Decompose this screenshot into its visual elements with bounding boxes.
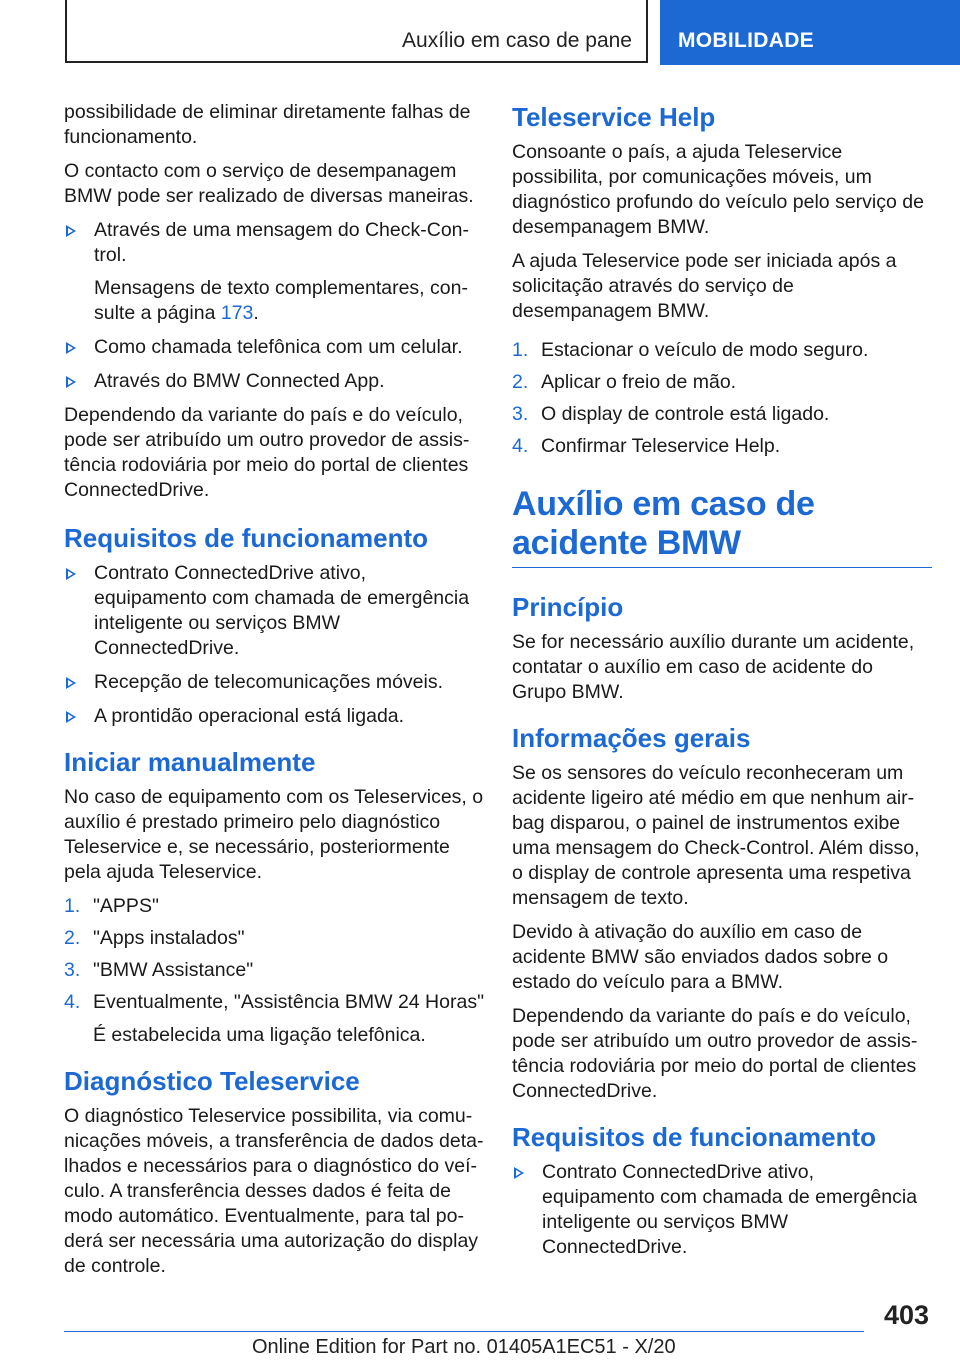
accident-assistance-heading: Auxílio em caso de acidente BMW <box>512 485 815 562</box>
list-item-text: "BMW Assistance" <box>93 959 254 981</box>
step-number: 3. <box>64 959 81 981</box>
list-item <box>512 1160 932 1260</box>
heading-divider <box>512 567 932 568</box>
list-item <box>64 369 484 394</box>
triangle-bullet-icon <box>66 677 76 689</box>
list-item-text: "APPS" <box>93 895 159 917</box>
list-item-text: Através do BMW Connected App. <box>94 370 385 392</box>
triangle-bullet-icon <box>66 568 76 580</box>
step-number: 1. <box>64 895 81 917</box>
manual-start-paragraph: No caso de equipamento com os Teleservices, o auxílio é prestado primeiro pelo diagnóstico Teleservice e, se necessário, posteriormente pela ajuda Teleservice. <box>64 786 484 883</box>
list-item-text: Confirmar Teleservice Help. <box>541 435 781 457</box>
general-info-paragraph-2: Devido à ativação do auxílio em caso de acidente BMW são enviados dados sobre o estado do veículo para a BMW. <box>512 921 889 993</box>
step-number: 4. <box>512 435 529 457</box>
list-item <box>512 434 932 459</box>
provider-paragraph: Dependendo da variante do país e do veículo, pode ser atribuído um outro provedor de assistência rodoviária por meio do portal de clientes ConnectedDrive. <box>64 404 470 501</box>
list-item-subtext: É estabelecida uma ligação telefônica. <box>93 1024 426 1046</box>
general-info-paragraph-3: Dependendo da variante do país e do veículo, pode ser atribuído um outro provedor de assistência rodoviária por meio do portal de clientes ConnectedDrive. <box>512 1005 918 1102</box>
step-number: 4. <box>64 991 81 1013</box>
header-section-box <box>65 0 648 63</box>
requirements-list <box>64 561 484 729</box>
list-item <box>64 561 484 661</box>
general-info-heading: Informações gerais <box>512 723 751 753</box>
list-item <box>64 218 484 326</box>
list-item <box>512 370 932 395</box>
triangle-bullet-icon <box>514 1167 524 1179</box>
header-chapter-tab <box>660 0 960 65</box>
list-item <box>64 926 484 951</box>
list-item <box>64 335 484 360</box>
list-item <box>512 402 932 427</box>
list-item-text: O display de controle está ligado. <box>541 403 830 425</box>
list-item <box>64 958 484 983</box>
step-number: 2. <box>512 371 529 393</box>
intro-paragraph-1: possibilidade de eliminar diretamente falhas de funcionamento. <box>64 101 471 148</box>
manual-start-heading: Iniciar manualmente <box>64 747 316 777</box>
list-item-text: Contrato ConnectedDrive ativo, equipamento com chamada de emergência inteligente ou serviços BMW ConnectedDrive. <box>94 562 470 659</box>
requirements-heading-2: Requisitos de funcionamento <box>512 1122 877 1152</box>
list-item <box>64 894 484 919</box>
intro-paragraph-2: O contacto com o serviço de desempanagem BMW pode ser realizado de diversas maneiras. <box>64 160 474 207</box>
triangle-bullet-icon <box>66 711 76 723</box>
list-item-text: Contrato ConnectedDrive ativo, equipamento com chamada de emergência inteligente ou serviços BMW ConnectedDrive. <box>542 1161 918 1258</box>
page-number: 403 <box>884 1300 930 1330</box>
triangle-bullet-icon <box>66 376 76 388</box>
list-item-text: A prontidão operacional está ligada. <box>94 705 405 727</box>
page-reference-link[interactable]: 173 <box>220 302 254 324</box>
diagnosis-paragraph: O diagnóstico Teleservice possibilita, via comunicações móveis, a transferência de dados detalhados e necessários para o diagnóstico do veículo. A transferência desses dados é feita de modo automático. Eventualmente, para tal poderá ser necessária uma autorização do display de controle. <box>64 1105 484 1277</box>
list-item-text: Estacionar o veículo de modo seguro. <box>541 339 869 361</box>
diagnosis-heading: Diagnóstico Teleservice <box>64 1066 360 1096</box>
list-item-text: "Apps instalados" <box>93 927 245 949</box>
footer-divider <box>64 1331 864 1332</box>
teleservice-help-heading: Teleservice Help <box>512 102 716 132</box>
list-item-text: Através de uma mensagem do Check-Control. <box>94 219 470 266</box>
list-item <box>64 704 484 729</box>
general-info-paragraph-1: Se os sensores do veículo reconheceram um acidente ligeiro até médio em que nenhum airbag disparou, o painel de instrumentos exibe uma mensagem do Check-Control. Além disso, o display de controle apresenta uma respetiva mensagem de texto. <box>512 762 920 909</box>
header-section-title: Auxílio em caso de pane <box>402 29 632 52</box>
subtext-suffix: . <box>253 302 259 324</box>
list-item <box>64 990 484 1048</box>
principle-heading: Princípio <box>512 592 624 622</box>
contact-methods-list <box>64 218 484 394</box>
teleservice-help-steps <box>512 338 932 459</box>
list-item <box>512 338 932 363</box>
list-item-text: Recepção de telecomunicações móveis. <box>94 671 444 693</box>
left-column <box>64 100 484 1288</box>
list-item-text: Eventualmente, "Assistência BMW 24 Horas" <box>93 991 484 1013</box>
teleservice-help-paragraph-2: A ajuda Teleservice pode ser iniciada após a solicitação através do serviço de desempanagem BMW. <box>512 250 897 322</box>
requirements-heading: Requisitos de funcionamento <box>64 523 429 553</box>
list-item-text: Como chamada telefônica com um celular. <box>94 336 463 358</box>
list-item-subtext <box>94 276 484 326</box>
manual-steps-list <box>64 894 484 1048</box>
step-number: 3. <box>512 403 529 425</box>
triangle-bullet-icon <box>66 342 76 354</box>
footer-edition-text: Online Edition for Part no. 01405A1EC51 - X/20 <box>252 1336 676 1358</box>
principle-paragraph: Se for necessário auxílio durante um acidente, contatar o auxílio em caso de acidente do Grupo BMW. <box>512 631 915 703</box>
list-item <box>64 670 484 695</box>
right-column <box>512 100 932 1269</box>
subtext-prefix: Mensagens de texto complementares, consulte a página <box>94 277 468 324</box>
step-number: 2. <box>64 927 81 949</box>
step-number: 1. <box>512 339 529 361</box>
teleservice-help-paragraph-1: Consoante o país, a ajuda Teleservice possibilita, por comunicações móveis, um diagnóstico profundo do veículo pelo serviço de desempanagem BMW. <box>512 141 924 238</box>
header-chapter-title: MOBILIDADE <box>678 29 814 52</box>
list-item-text: Aplicar o freio de mão. <box>541 371 737 393</box>
triangle-bullet-icon <box>66 225 76 237</box>
requirements-list-2 <box>512 1160 932 1260</box>
